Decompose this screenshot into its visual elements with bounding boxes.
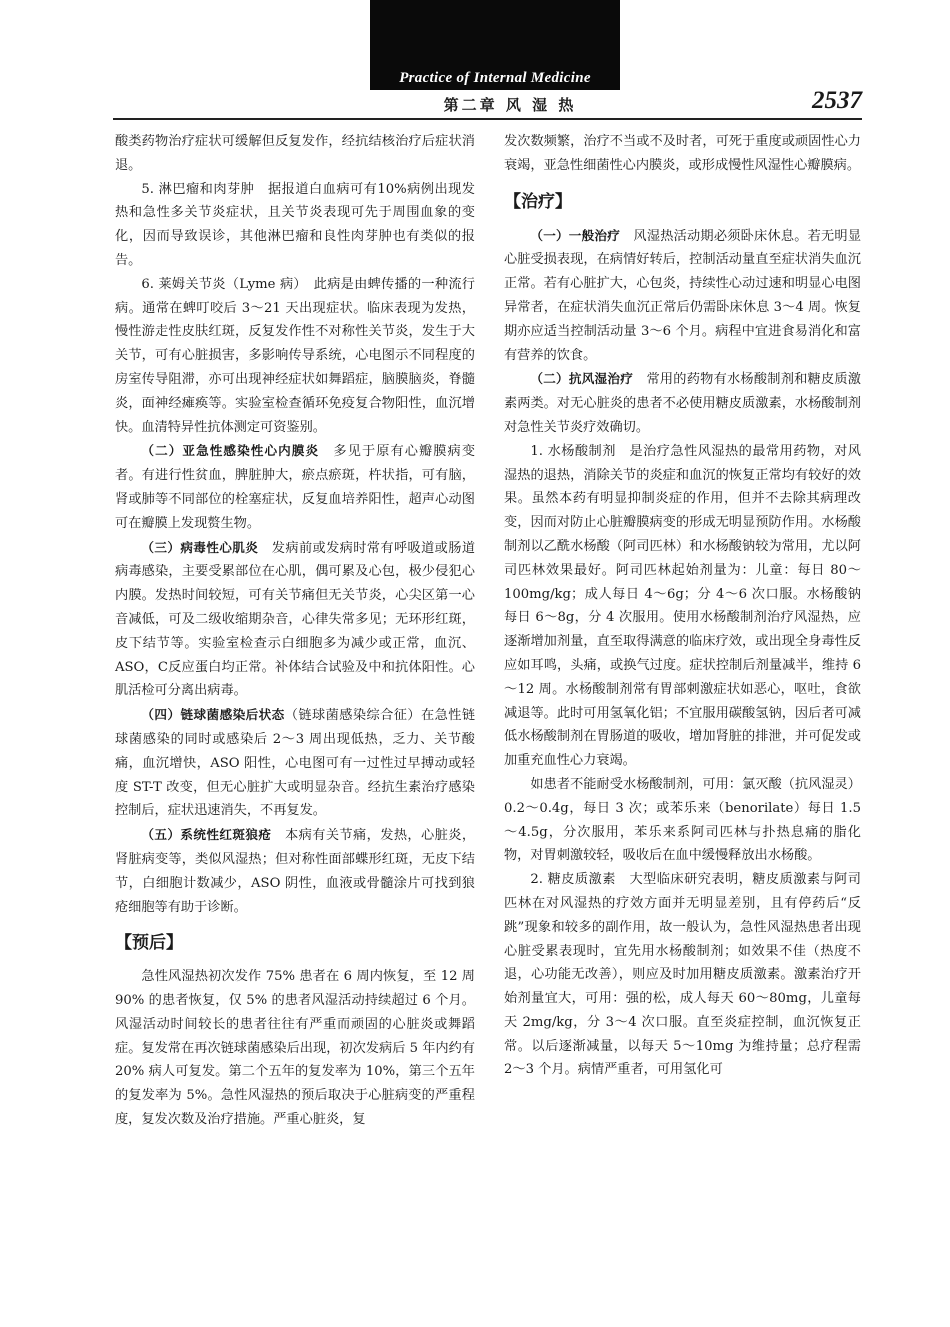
paragraph-body: 多见于原有心瓣膜病变者。有进行性贫血，脾脏肿大，瘀点瘀斑，杵状指，可有脑，肾或肺等不同部位的栓塞症状，反复血培养阳性，超声心动图可在瓣膜上发现赘生物。 xyxy=(115,444,476,531)
right-column xyxy=(504,130,861,1082)
paragraph xyxy=(504,367,861,439)
paragraph-body: 本病有关节痛，发热，心脏炎，肾脏病变等，类似风湿热；但对称性面部蝶形红斑，无皮下结节，白细胞计数减少，ASO 阴性，血液或骨髓涂片可找到狼疮细胞等有助于诊断。 xyxy=(115,828,476,915)
header-rule xyxy=(113,118,862,120)
journal-name: Practice of Internal Medicine xyxy=(399,70,591,86)
paragraph-body: （链球菌感染综合征）在急性链球菌感染的同时或感染后 2～3 周出现低热，乏力、关节酸痛，血沉增快，ASO 阳性，心电图可有一过性过早搏动或轻度 ST-T 改变，但无心脏扩大或明显杂音。经抗生素治疗感染控制后，症状迅速消失，不再复发。 xyxy=(115,708,476,819)
run-in-heading: （五）系统性红斑狼疮 xyxy=(141,827,272,843)
paragraph: 1. 水杨酸制剂 是治疗急性风湿热的最常用药物，对风湿热的退热，消除关节的炎症和血沉的恢复正常均有较好的效果。虽然本药有明显抑制炎症的作用，但并不去除其病理改变，因而对防止心脏瓣膜病变的形成无明显预防作用。水杨酸制剂以乙酰水杨酸（阿司匹林）和水杨酸钠较为常用，尤以阿司匹林效果最好。阿司匹林起始剂量为：儿童：每日 80～100mg/kg；成人每日 4～6g；分 4～6 次口服。水杨酸钠每日 6～8g，分 4 次服用。使用水杨酸制剂治疗风湿热，应逐渐增加剂量，直至取得满意的临床疗效，或出现全身毒性反应如耳鸣，头痛，或换气过度。症状控制后剂量减半，维持 6～12 周。水杨酸制剂常有胃部刺激症状如恶心，呕吐，食欲减退等。此时可用氢氧化铝；不宜服用碳酸氢钠，因后者可减低水杨酸制剂在胃肠道的吸收，增加肾脏的排泄，并可促发或加重充血性心力衰竭。 xyxy=(504,443,861,769)
paragraph: 酸类药物治疗症状可缓解但反复发作，经抗结核治疗后症状消退。 xyxy=(115,134,475,173)
run-in-heading: （二）抗风湿治疗 xyxy=(530,371,634,387)
run-in-heading: （四）链球菌感染后状态 xyxy=(141,707,285,723)
run-in-heading: （三）病毒性心肌炎 xyxy=(141,539,259,555)
paragraph xyxy=(115,823,475,919)
paragraph-body: 发病前或发病时常有呼吸道或肠道病毒感染，主要受累部位在心肌，偶可累及心包，极少侵犯心内膜。发热时间较短，可有关节痛但无关节炎，心尖区第一心音减低，可及二级收缩期杂音，心律失常多见；无环形红斑，皮下结节等。实验室检查示白细胞多为减少或正常，血沉、ASO，C反应蛋白均正常。补体结合试验及中和抗体阳性。心肌活检可分离出病毒。 xyxy=(115,540,476,699)
paragraph: 5. 淋巴瘤和肉芽肿 据报道白血病可有10%病例出现发热和急性多关节炎症状，且关节炎表现可先于周围血象的变化，因而导致误诊，其他淋巴瘤和良性肉芽肿也有类似的报告。 xyxy=(115,181,475,268)
paragraph xyxy=(115,536,475,704)
paragraph: 6. 莱姆关节炎（Lyme 病） 此病是由蜱传播的一种流行病。通常在蜱叮咬后 3～21 天出现症状。临床表现为发热，慢性游走性皮肤红斑，反复发作性不对称性关节炎，发生于大关节，可有心脏损害，多影响传导系统，心电图示不同程度的房室传导阻滞，亦可出现神经症状如舞蹈症，脑膜脑炎，脊髓炎，面神经瘫痪等。实验室检查循环免疫复合物阳性，血沉增快。血清特异性抗体测定可资鉴别。 xyxy=(115,276,475,435)
page-number: 2537 xyxy=(812,87,862,114)
section-heading-treatment: 【治疗】 xyxy=(504,191,572,212)
chapter-title: 第二章 风 湿 热 xyxy=(443,96,577,114)
paragraph-body: 风湿热活动期必须卧床休息。若无明显心脏受损表现，在病情好转后，控制活动量直至症状消失血沉正常。若有心脏扩大，心包炎，持续性心动过速和明显心电图异常者，在症状消失血沉正常后仍需卧床休息 3～4 周。恢复期亦应适当控制活动量 3～6 个月。病程中宜进食易消化和富有营养的饮食。 xyxy=(504,228,862,363)
paragraph xyxy=(115,439,475,535)
paragraph: 2. 糖皮质激素 大型临床研究表明，糖皮质激素与阿司匹林在对风湿热的疗效方面并无明显差别，且有停药后“反跳”现象和较多的副作用，故一般认为，急性风湿热患者出现心脏受累表现时，宜先用水杨酸制剂；如效果不佳（热度不退，心功能无改善），则应及时加用糖皮质激素。激素治疗开始剂量宜大，可用：强的松，成人每天 60～80mg，儿童每天 2mg/kg，分 3～4 次口服。直至炎症控制，血沉恢复正常。以后逐渐减量，以每天 5～10mg 为维持量；总疗程需 2～3 个月。病情严重者，可用氢化可 xyxy=(504,872,861,1078)
paragraph: 如患者不能耐受水杨酸制剂，可用：氯灭酸（抗风湿灵）0.2～0.4g，每日 3 次；或苯乐来（benorilate）每日 1.5～4.5g，分次服用，苯乐来系阿司匹林与扑热息痛的脂化物，对胃刺激较轻，吸收后在血中缓慢释放出水杨酸。 xyxy=(504,776,861,864)
paragraph-body: 常用的药物有水杨酸制剂和糖皮质激素两类。对无心脏炎的患者不必使用糖皮质激素，水杨酸制剂对急性关节炎疗效确切。 xyxy=(504,372,861,435)
paragraph xyxy=(504,224,861,368)
run-in-heading: （一）一般治疗 xyxy=(530,227,621,243)
paragraph: 发次数频繁，治疗不当或不及时者，可死于重度或顽固性心力衰竭，亚急性细菌性心内膜炎，或形成慢性风湿性心瓣膜病。 xyxy=(504,134,861,173)
paragraph: 急性风湿热初次发作 75% 患者在 6 周内恢复，至 12 周 90% 的患者恢复，仅 5% 的患者风湿活动持续超过 6 个月。风湿活动时间较长的患者往往有严重而顽固的心脏炎或舞蹈症。复发常在再次链球菌感染后出现，初次发病后 5 年内约有 20% 病人可复发。第二个五年的复发率为 10%，第三个五年的复发率为 5%。急性风湿热的预后取决于心脏病变的严重程度，复发次数及治疗措施。严重心脏炎，复 xyxy=(115,969,475,1128)
section-heading-prognosis: 【预后】 xyxy=(115,933,183,954)
paragraph xyxy=(115,703,475,823)
run-in-heading: （二）亚急性感染性心内膜炎 xyxy=(141,443,320,459)
left-column xyxy=(115,130,475,1132)
